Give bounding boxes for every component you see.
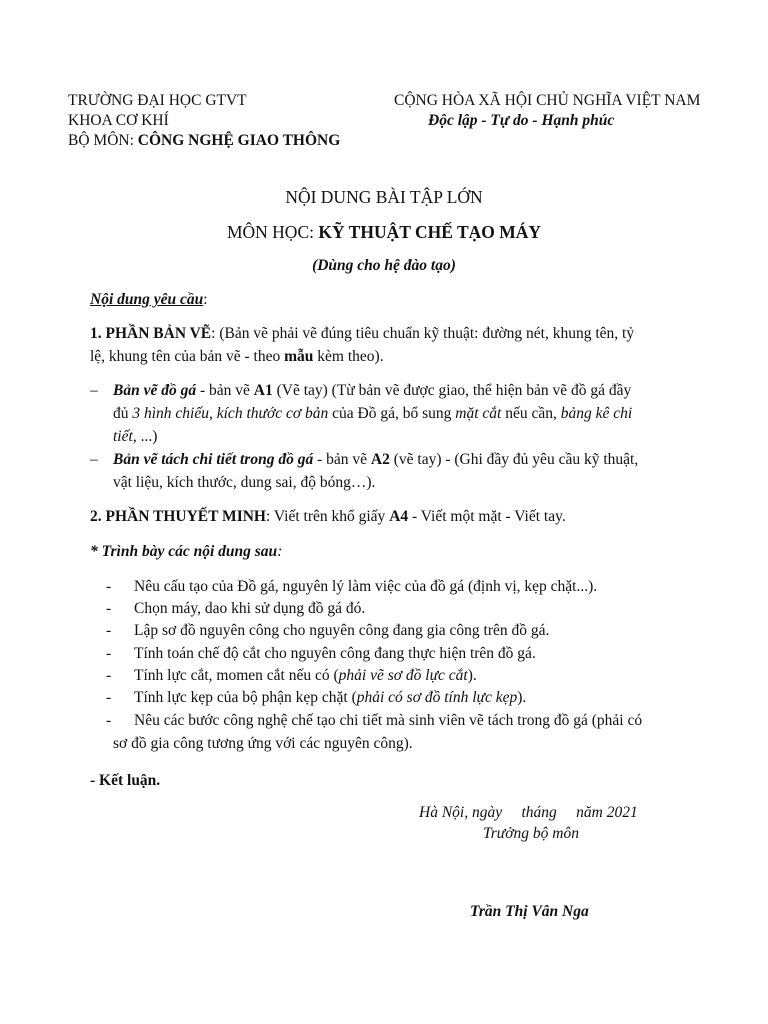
country-motto: Độc lập - Tự do - Hạnh phúc: [428, 112, 615, 129]
signature-role: Trưởng bộ môn: [483, 825, 579, 842]
bullet-dash: –: [90, 382, 98, 399]
section1-heading: 1. PHẦN BẢN VẼ: [90, 325, 212, 342]
section1-line1: 1. PHẦN BẢN VẼ: (Bản vẽ phải vẽ đúng tiêu chuẩn kỹ thuật: đường nét, khung tên, tỷ: [90, 325, 635, 342]
list-item: Chọn máy, dao khi sử dụng đồ gá đó.: [134, 600, 366, 617]
list-hyphen: -: [106, 622, 112, 639]
list-item-continuation: sơ đồ gia công tương ứng với các nguyên công).: [113, 735, 413, 752]
list-hyphen: -: [106, 645, 112, 662]
signature-name: Trần Thị Vân Nga: [470, 903, 589, 920]
list-hyphen: -: [106, 667, 112, 684]
requirements-label: Nội dung yêu cầu:: [90, 291, 208, 308]
list-hyphen: -: [106, 712, 112, 729]
country-title: CỘNG HÒA XÃ HỘI CHỦ NGHĨA VIỆT NAM: [394, 92, 701, 109]
bullet1-line2: đủ 3 hình chiếu, kích thước cơ bản của Đồ gá, bổ sung mặt cắt nếu cần, bảng kê chi: [113, 405, 633, 422]
section2-heading: 2. PHẦN THUYẾT MINH: [90, 508, 266, 525]
list-item: Tính lực kẹp của bộ phận kẹp chặt (phải có sơ đồ tính lực kẹp).: [134, 689, 527, 706]
faculty-name: KHOA CƠ KHÍ: [68, 112, 169, 129]
subject-name: KỸ THUẬT CHẾ TẠO MÁY: [318, 222, 542, 242]
conclusion: - Kết luận.: [90, 772, 161, 789]
bullet-dash: –: [90, 451, 98, 468]
list-item: Lập sơ đồ nguyên công cho nguyên công đang gia công trên đồ gá.: [134, 622, 550, 639]
list-item: Tính toán chế độ cắt cho nguyên công đang thực hiện trên đồ gá.: [134, 645, 536, 662]
list-hyphen: -: [106, 689, 112, 706]
department-name: CÔNG NGHỆ GIAO THÔNG: [137, 132, 341, 149]
present-heading: * Trình bày các nội dung sau:: [90, 543, 283, 560]
list-hyphen: -: [106, 600, 112, 617]
department-line: [68, 132, 340, 150]
list-item: Tính lực cắt, momen cắt nếu có (phải vẽ sơ đồ lực cắt).: [134, 667, 477, 684]
list-item: Nêu các bước công nghệ chế tạo chi tiết mà sinh viên vẽ tách trong đồ gá (phải có: [134, 712, 643, 729]
bullet2-line1: Bản vẽ tách chi tiết trong đồ gá - bản vẽ A2 (vẽ tay) - (Ghi đầy đủ yêu cầu kỹ thuật,: [113, 451, 639, 468]
subject-line: [0, 222, 768, 243]
usage-note: (Dùng cho hệ đào tạo): [312, 257, 456, 274]
signature-date: Hà Nội, ngày tháng năm 2021: [419, 804, 638, 821]
bullet2-line2: vật liệu, kích thước, dung sai, độ bóng…).: [113, 474, 376, 491]
document-title: NỘI DUNG BÀI TẬP LỚN: [285, 187, 483, 207]
list-hyphen: -: [106, 578, 112, 595]
department-prefix: BỘ MÔN:: [68, 132, 138, 149]
section2-line: 2. PHẦN THUYẾT MINH: Viết trên khổ giấy A4 - Viết một mặt - Viết tay.: [90, 508, 566, 525]
subject-prefix: MÔN HỌC:: [226, 222, 319, 242]
section1-line2: lệ, khung tên của bản vẽ - theo mẫu kèm theo).: [90, 348, 384, 365]
university-name: TRƯỜNG ĐẠI HỌC GTVT: [68, 92, 247, 109]
list-item: Nêu cấu tạo của Đồ gá, nguyên lý làm việc của đồ gá (định vị, kẹp chặt...).: [134, 578, 598, 595]
bullet1-line3: tiết, ...): [113, 428, 158, 445]
bullet1-line1: Bản vẽ đồ gá - bản vẽ A1 (Vẽ tay) (Từ bản vẽ được giao, thể hiện bản vẽ đồ gá đầy: [113, 382, 632, 399]
